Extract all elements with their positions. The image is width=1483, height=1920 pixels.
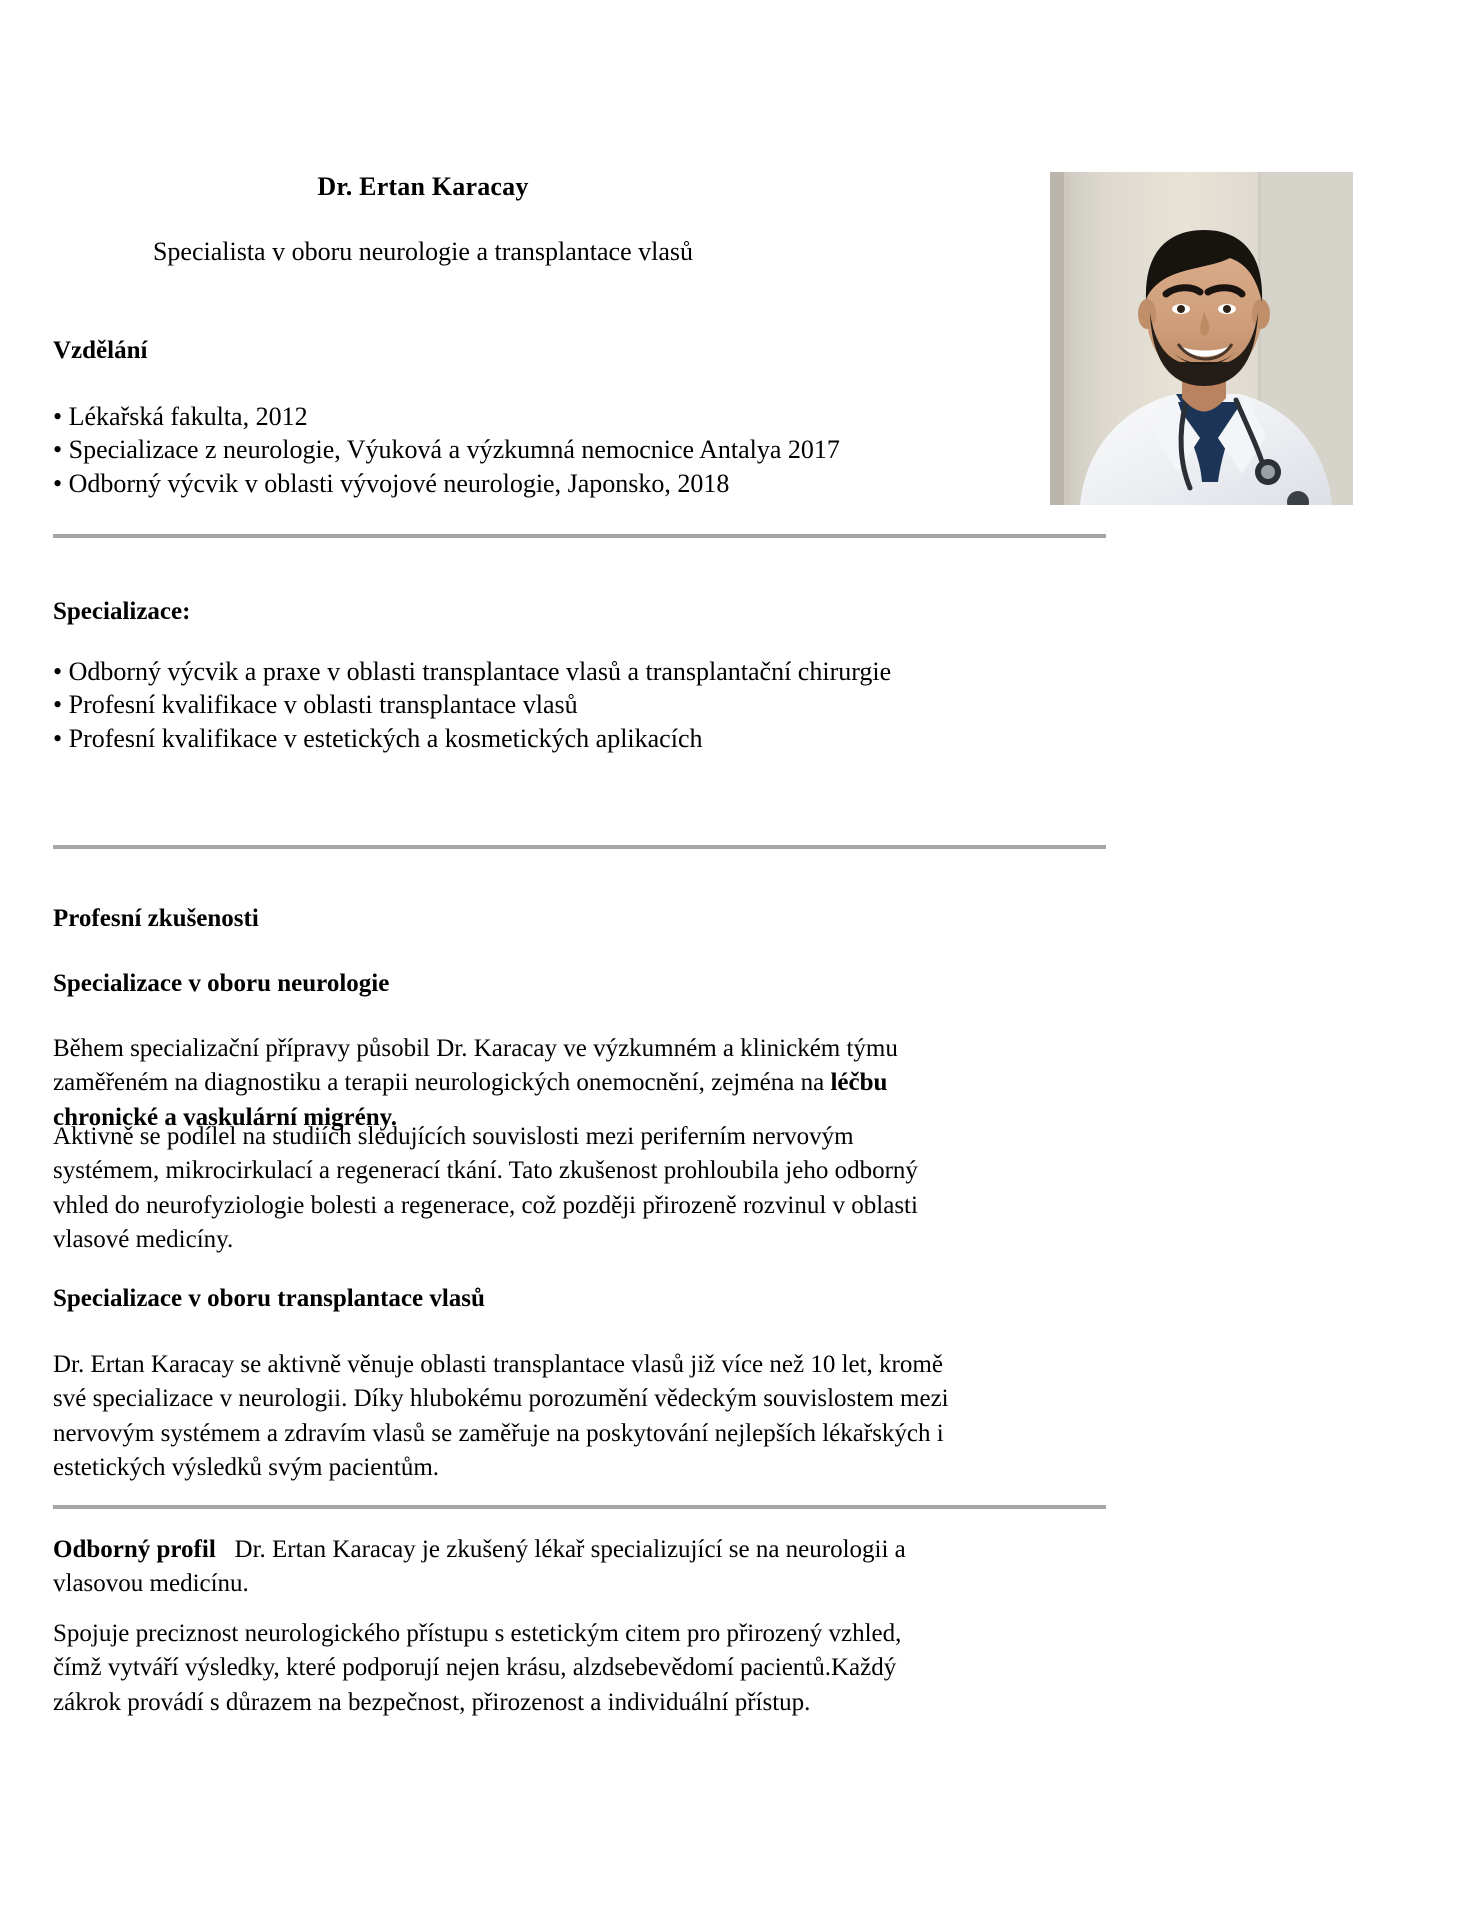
section-divider bbox=[53, 534, 1106, 538]
experience-heading: Profesní zkušenosti bbox=[53, 905, 259, 932]
profile-paragraph-1 bbox=[53, 1533, 933, 1602]
list-item: • Lékařská fakulta, 2012 bbox=[53, 402, 308, 431]
paragraph-text: Dr. Ertan Karacay je zkušený lékař specializující se na neurologii a vlasovou medicínu. bbox=[53, 1536, 913, 1598]
specialization-list bbox=[53, 655, 903, 755]
neurology-paragraph-2 bbox=[53, 1120, 953, 1257]
paragraph bbox=[53, 1533, 933, 1602]
specialization-heading: Specializace: bbox=[53, 598, 191, 625]
list-item: • Specializace z neurologie, Výuková a výzkumná nemocnice Antalya 2017 bbox=[53, 435, 840, 465]
portrait-illustration bbox=[1050, 172, 1353, 505]
education-list bbox=[53, 400, 953, 500]
list-item: • Odborný výcvik a praxe v oblasti transplantace vlasů a transplantační chirurgie bbox=[53, 657, 892, 686]
hair-transplant-paragraph bbox=[53, 1348, 958, 1485]
list-item: • Odborný výcvik v oblasti vývojové neurologie, Japonsko, 2018 bbox=[53, 468, 730, 498]
list-item: • Profesní kvalifikace v estetických a kosmetických aplikacích bbox=[53, 723, 703, 753]
highlighted-phrase: léčbu chronické a vaskulární migrény. bbox=[53, 1069, 888, 1131]
section-divider bbox=[53, 1505, 1106, 1509]
page-subtitle: Specialista v oboru neurologie a transplantace vlasů bbox=[152, 237, 694, 266]
paragraph: Spojuje preciznost neurologického přístupu s estetickým citem pro přirozený vzhled, čímž vytváří výsledky, které podporují nejen krásu, alzdsebevědomí pacientů.Každý zákrok provádí s důrazem na bezpečnost, přirozenost a individuální přístup. bbox=[53, 1620, 902, 1716]
profile-label: Odborný profil bbox=[53, 1536, 216, 1563]
doctor-portrait-photo bbox=[1050, 172, 1353, 505]
education-heading: Vzdělání bbox=[53, 337, 148, 364]
neurology-heading: Specializace v oboru neurologie bbox=[53, 970, 390, 997]
section-divider bbox=[53, 845, 1106, 849]
profile-paragraph-2 bbox=[53, 1617, 953, 1720]
hair-transplant-heading: Specializace v oboru transplantace vlasů bbox=[53, 1285, 485, 1312]
page-title: Dr. Ertan Karacay bbox=[317, 172, 529, 201]
paragraph-text: Během specializační přípravy působil Dr. Karacay ve výzkumném a klinickém týmu zaměřeném na diagnostiku a terapii neurologických onemocnění, zejména na bbox=[53, 1035, 898, 1097]
paragraph: Aktivně se podílel na studiích sledujících souvislosti mezi periferním nervovým systémem, mikrocirkulací a regenerací tkání. Tato zkušenost prohloubila jeho odborný vhled do neurofyziologie bolesti a regenerace, což později přirozeně rozvinul v oblasti vlasové medicíny. bbox=[53, 1123, 918, 1253]
list-item: • Profesní kvalifikace v oblasti transplantace vlasů bbox=[53, 690, 578, 720]
paragraph: Dr. Ertan Karacay se aktivně věnuje oblasti transplantace vlasů již více než 10 let, kromě své specializace v neurologii. Díky hlubokému porozumění vědeckým souvislostem mezi nervovým systémem a zdravím vlasů se zaměřuje na poskytování nejlepších lékařských i estetických výsledků svým pacientům. bbox=[53, 1351, 949, 1481]
